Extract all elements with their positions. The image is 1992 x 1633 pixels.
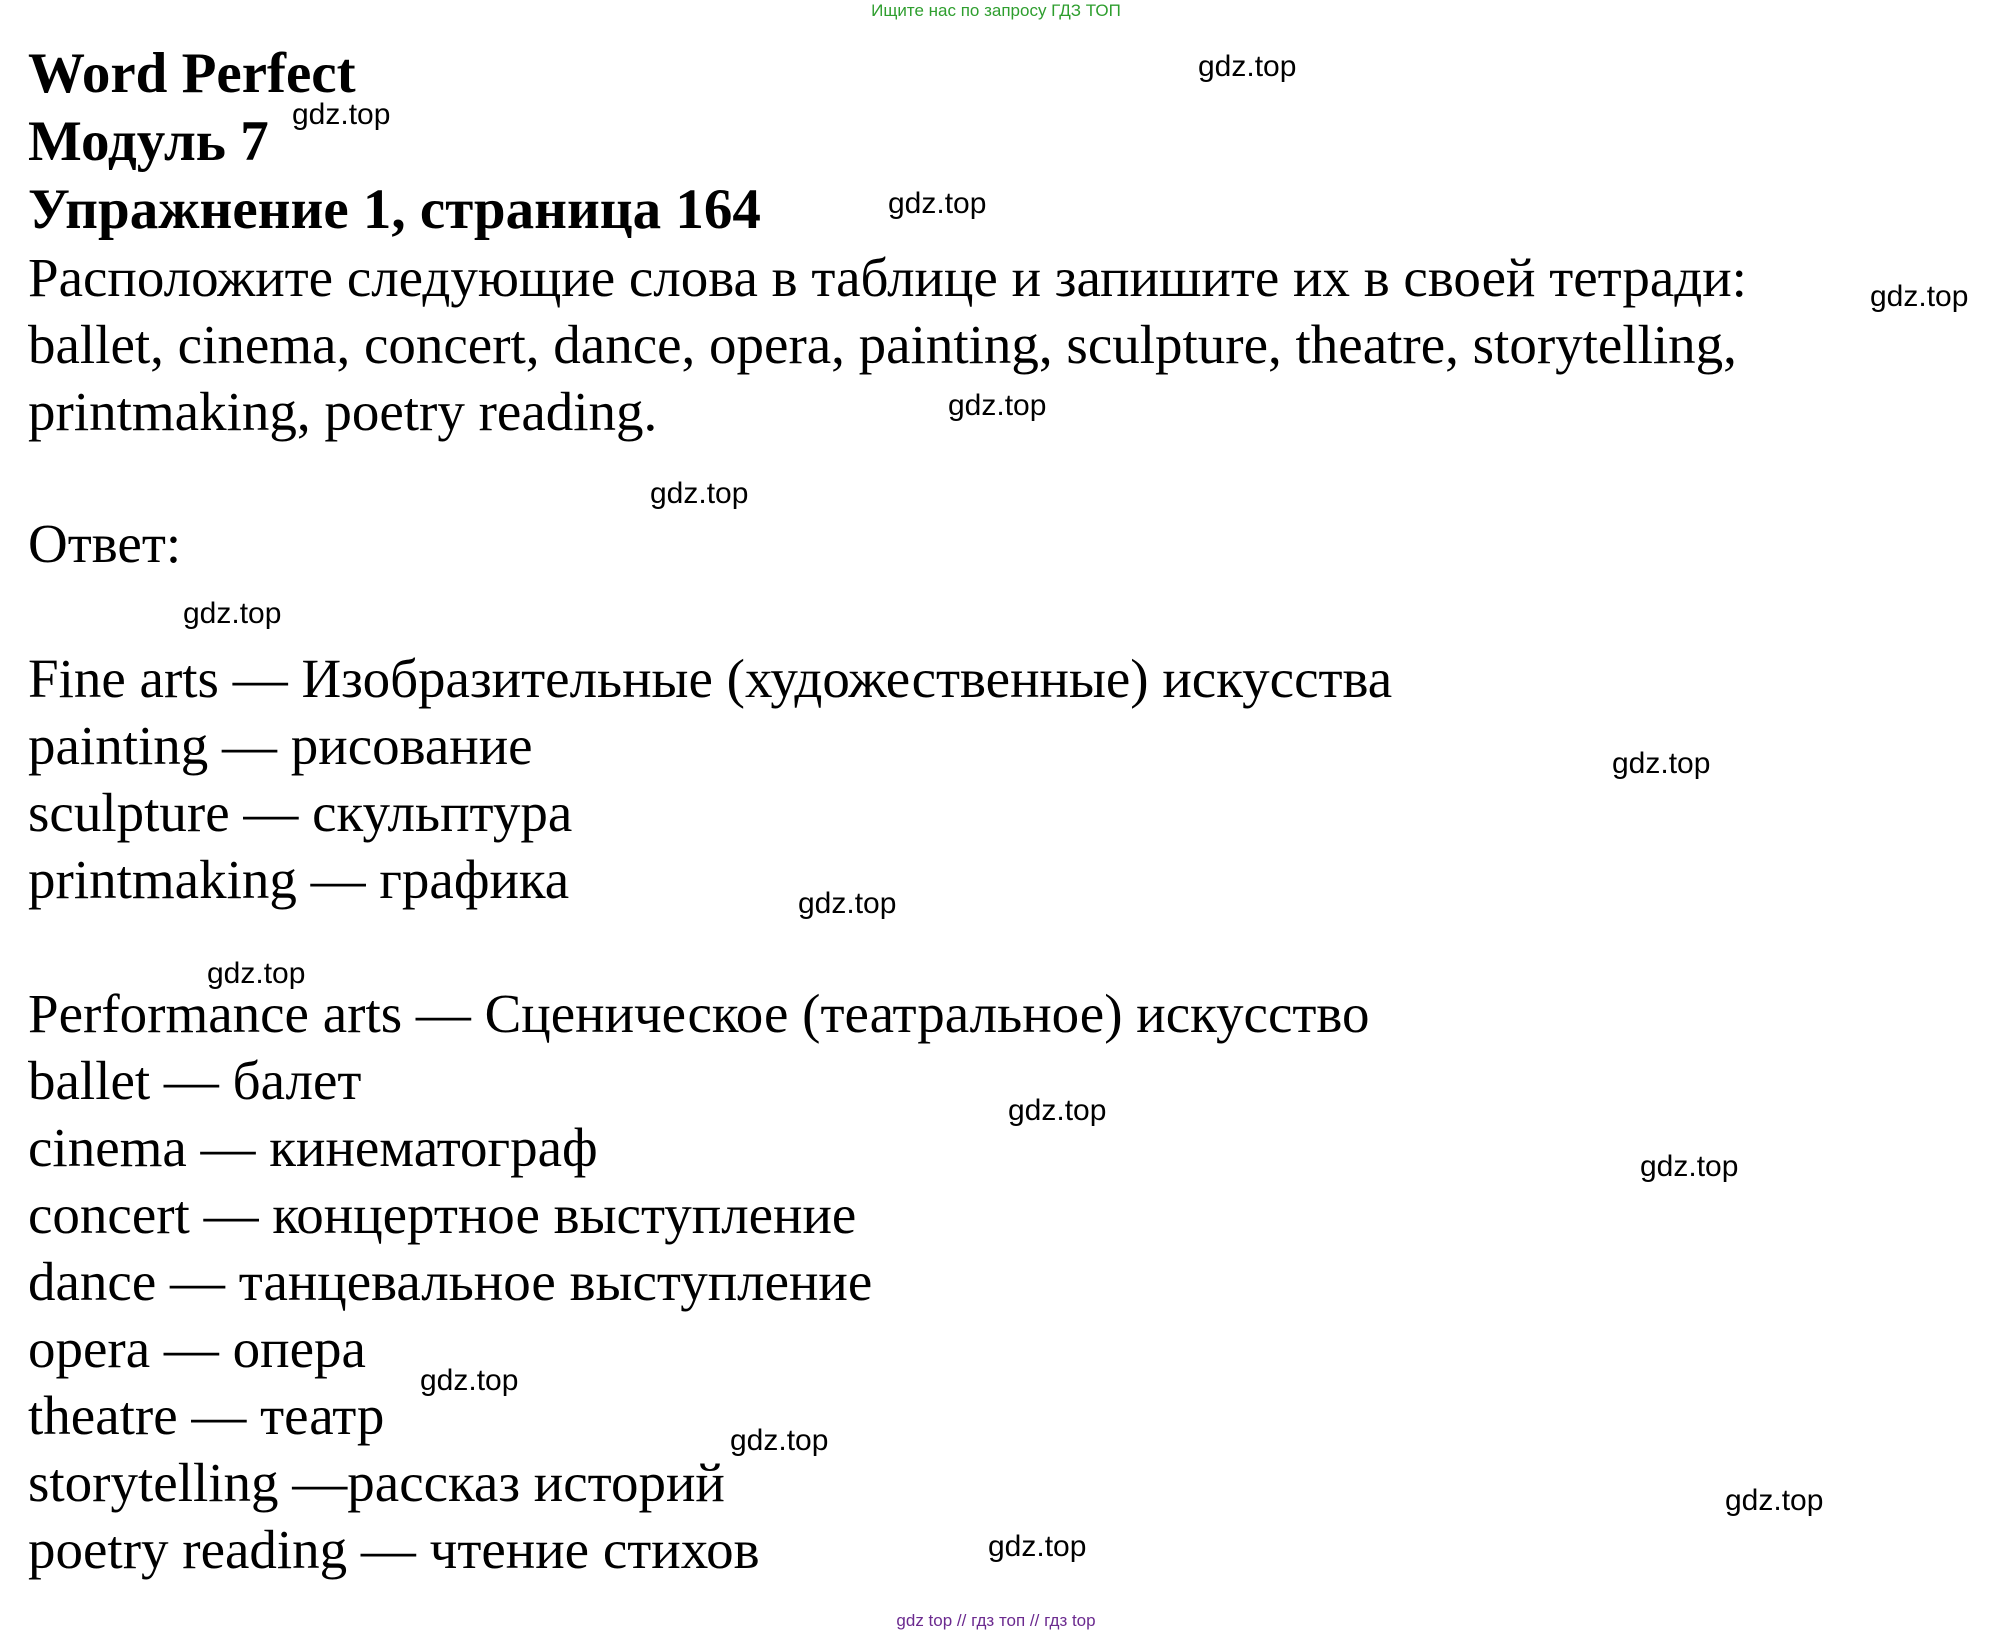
list-item: storytelling —рассказ историй [28,1452,725,1513]
watermark: gdz.top [988,1530,1087,1563]
watermark: gdz.top [888,187,987,220]
spacer [28,445,1928,510]
watermark: gdz.top [1725,1484,1824,1517]
watermark: gdz.top [1870,280,1969,313]
list-item: poetry reading — чтение стихов [28,1519,760,1580]
watermark: gdz.top [1008,1094,1107,1127]
list-item: painting — рисование [28,715,533,776]
list-item: theatre — театр [28,1385,385,1446]
task-text-line-2: ballet, cinema, concert, dance, opera, painting, sculpture, theatre, storytelling, [28,314,1737,375]
list-item: sculpture — скульптура [28,782,573,843]
watermark: gdz.top [183,597,282,630]
watermark: gdz.top [798,887,897,920]
promo-banner-bottom: gdz top // гдз топ // гдз top [896,1611,1096,1630]
performance-arts-section [28,980,1928,1583]
list-item: concert — концертное выступление [28,1184,857,1245]
spacer [28,913,1928,980]
watermark: gdz.top [1640,1150,1739,1183]
document-body [28,40,1928,1583]
exercise-title: Упражнение 1, страница 164 [28,178,761,241]
fine-arts-heading: Fine arts — Изобразительные (художественные) искусства [28,648,1393,709]
watermark: gdz.top [207,957,306,990]
watermark: gdz.top [420,1364,519,1397]
task-text-line-3: printmaking, poetry reading. [28,381,658,442]
promo-banner-top: Ищите нас по запросу ГДЗ ТОП [871,1,1121,20]
watermark: gdz.top [948,389,1047,422]
watermark: gdz.top [1198,50,1297,83]
list-item: printmaking — графика [28,849,570,910]
watermark: gdz.top [292,98,391,131]
module-title: Модуль 7 [28,110,269,173]
watermark: gdz.top [1612,747,1711,780]
list-item: ballet — балет [28,1050,362,1111]
watermark: gdz.top [730,1424,829,1457]
task-text-line-1: Расположите следующие слова в таблице и запишите их в своей тетради: [28,247,1747,308]
performance-arts-heading: Performance arts — Сценическое (театральное) искусство [28,983,1370,1044]
spacer [28,577,1928,645]
list-item: cinema — кинематограф [28,1117,598,1178]
list-item: opera — опера [28,1318,366,1379]
answer-label: Ответ: [28,513,182,574]
watermark: gdz.top [650,477,749,510]
book-title: Word Perfect [28,42,356,105]
list-item: dance — танцевальное выступление [28,1251,873,1312]
